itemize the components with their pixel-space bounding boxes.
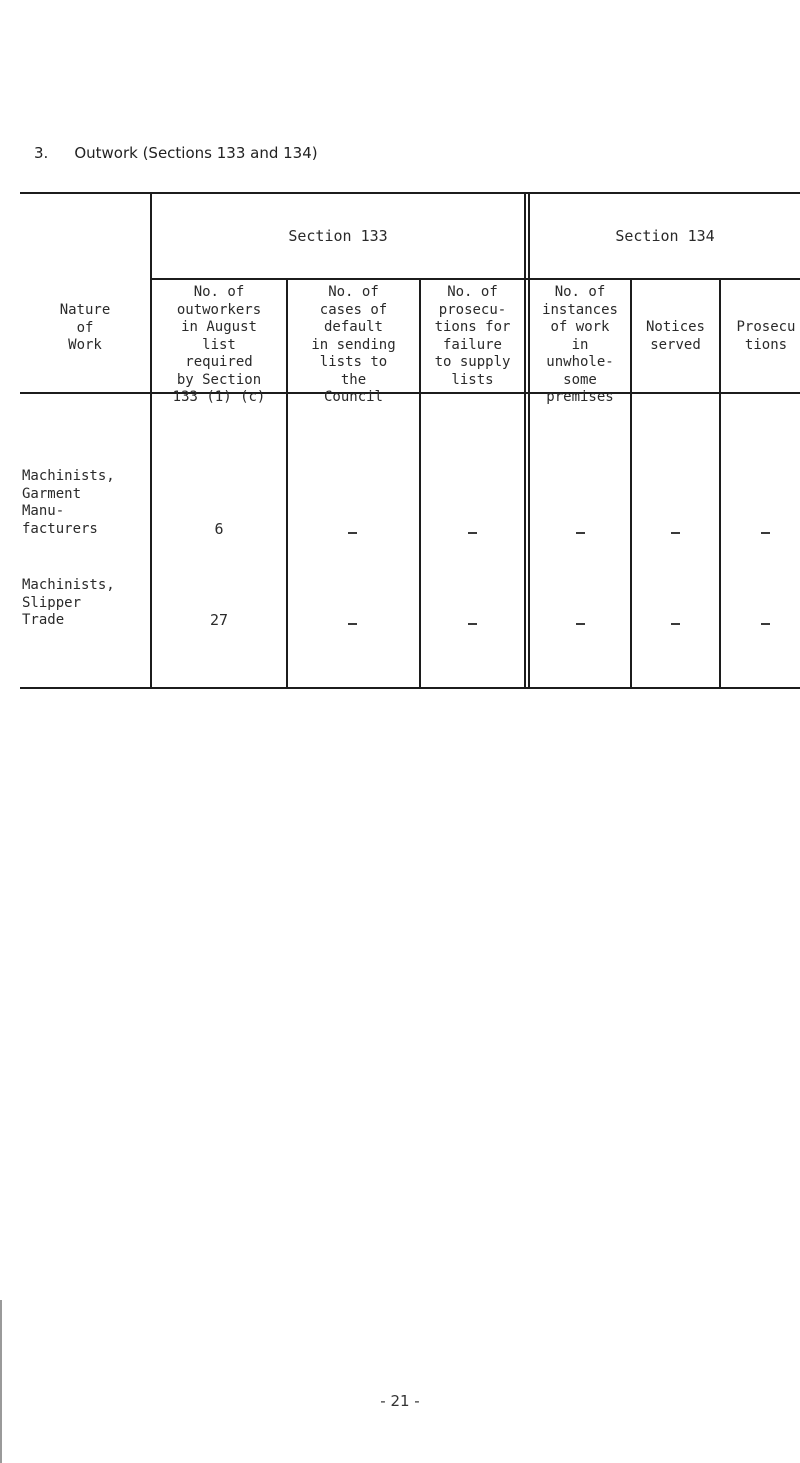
row-2-nature: Machinists, Slipper Trade [22,577,115,628]
row-1-prosecutions-dash [761,532,770,534]
row-1-default-cases-dash [348,532,357,534]
row-1-nature: Machinists, Garment Manu- facturers [22,468,115,537]
row-1-outworkers: 6 [214,520,224,538]
col-header-outworkers: No. of outworkers in August list required by Section 133 (1) (c) [172,284,266,405]
row-2-default-cases-dash [348,623,357,625]
page-edge-line [0,1300,2,1463]
row-2-prosecutions-dash [761,623,770,625]
section-heading [34,144,318,162]
section-title: Outwork (Sections 133 and 134) [74,144,318,162]
row-2-prosecutions-failure-dash [468,623,477,625]
section-134-header: Section 134 [615,227,715,245]
table-top-rule [20,192,800,194]
row-1-prosecutions-failure-dash [468,532,477,534]
col-header-notices: Notices served [645,319,705,353]
row-2-outworkers: 27 [209,611,229,629]
row-2-instances-dash [576,623,585,625]
col-header-prosecutions-failure: No. of prosecu- tions for failure to supply lists [434,284,511,388]
col-header-prosecutions: Prosecu tions [736,319,796,353]
row-1-instances-dash [576,532,585,534]
col-header-instances: No. of instances of work in unwhole- some premises [542,284,618,405]
section-133-header: Section 133 [288,227,388,245]
table-bottom-rule [20,687,800,689]
row-1-notices-dash [671,532,680,534]
outwork-table [20,192,800,690]
col-header-nature: Nature of Work [59,302,111,353]
section-number: 3. [34,144,49,162]
col-rule-4b [528,192,530,689]
row-2-notices-dash [671,623,680,625]
page-number: - 21 - [380,1392,420,1410]
col-rule-4a [524,192,526,689]
col-header-default-cases: No. of cases of default in sending lists to the Council [311,284,396,405]
group-header-rule [150,278,800,280]
